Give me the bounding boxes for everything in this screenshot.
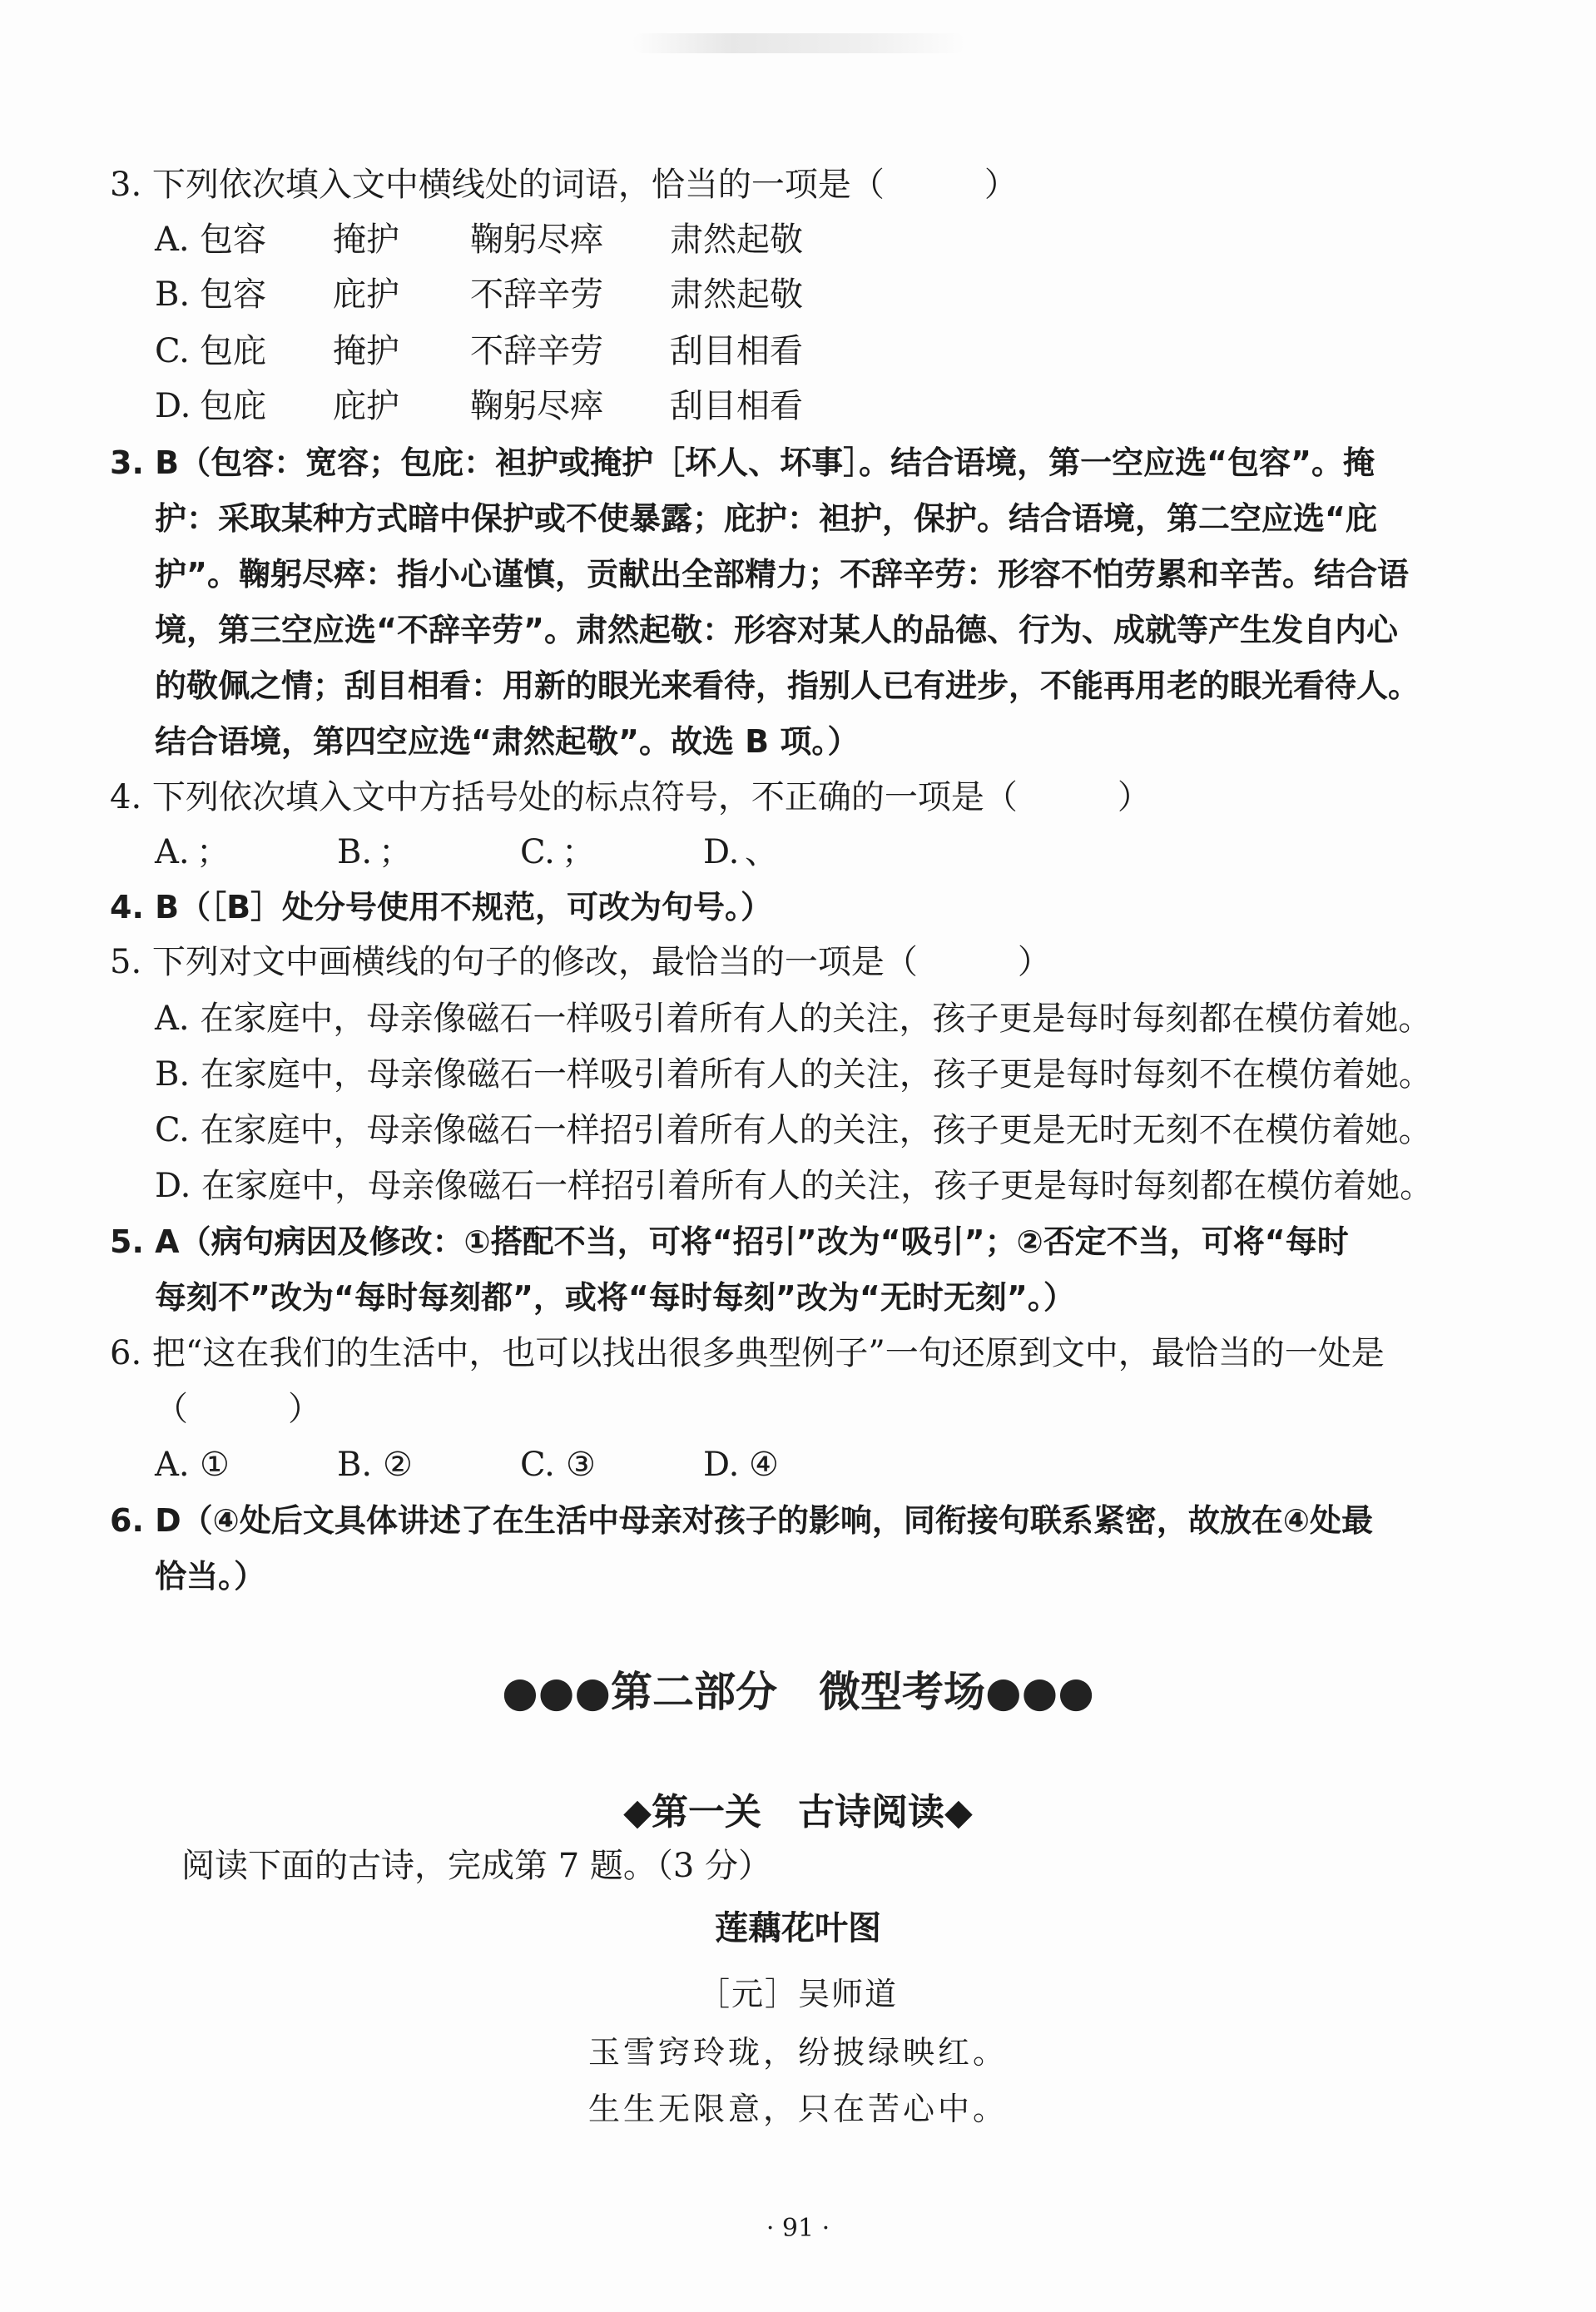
q3-answer-line: 3. B（包容：宽容；包庇：袒护或掩护［坏人、坏事］。结合语境，第一空应选“包容”。掩	[110, 444, 1375, 481]
option-word: 刮目相看	[670, 387, 803, 425]
q6-stem-line: （ ）	[155, 1390, 321, 1428]
option-word: 不辞辛劳	[470, 275, 603, 314]
q5-stem: 5. 下列对文中画横线的句子的修改，最恰当的一项是（ ）	[110, 943, 1051, 981]
poem-title: 莲藕花叶图	[715, 1909, 881, 1947]
option-letter: B.	[155, 275, 191, 314]
q4-stem: 4. 下列依次填入文中方括号处的标点符号，不正确的一项是（ ）	[110, 778, 1151, 816]
option-text: ；	[196, 833, 230, 871]
section-subtitle: ◆第一关 古诗阅读◆	[623, 1791, 973, 1833]
option-word: 肃然起敬	[670, 221, 803, 259]
option-letter: D.	[703, 833, 740, 871]
q3-answer-line: 境，第三空应选“不辞辛劳”。肃然起敬：形容对某人的品德、行为、成就等产生发自内心	[155, 612, 1398, 648]
option-word: 包容	[200, 221, 266, 259]
option-text: ；	[562, 833, 595, 871]
poem-author: ［元］吴师道	[697, 1976, 898, 2012]
option-letter: C.	[520, 1446, 555, 1484]
option-word: 刮目相看	[670, 332, 803, 370]
q4-answer: 4. B（［B］处分号使用不规范，可改为句号。）	[110, 889, 773, 925]
option-text: ①	[200, 1446, 230, 1484]
option-text: ③	[566, 1446, 596, 1484]
q3-answer-line: 的敬佩之情；刮目相看：用新的眼光来看待，指别人已有进步，不能再用老的眼光看待人。	[155, 667, 1420, 704]
option-letter: B.	[337, 1446, 373, 1484]
option-text: 、	[745, 833, 778, 871]
option-letter: B.	[337, 833, 373, 871]
option-text: ；	[379, 833, 412, 871]
scan-artifact	[632, 33, 965, 53]
option-word: 鞠躬尽瘁	[470, 221, 603, 259]
option-letter: A.	[155, 221, 190, 259]
option-letter: A.	[155, 833, 190, 871]
option-word: 包庇	[200, 332, 266, 370]
option-word: 掩护	[333, 332, 399, 370]
q5-answer-line: 每刻不”改为“每时每刻都”，或将“每时每刻”改为“无时无刻”。）	[155, 1279, 1075, 1316]
q5-option-c: C. 在家庭中，母亲像磁石一样招引着所有人的关注，孩子更是无时无刻不在模仿着她。	[155, 1111, 1432, 1149]
q6-answer-line: 6. D（④处后文具体讲述了在生活中母亲对孩子的影响，同衔接句联系紧密，故放在④处最	[110, 1502, 1373, 1539]
option-word: 掩护	[333, 221, 399, 259]
option-word: 包容	[200, 275, 266, 314]
poem-line: 生生无限意，只在苦心中。	[587, 2091, 1008, 2127]
option-letter: A.	[155, 1446, 190, 1484]
q6-stem-line: 6. 把“这在我们的生活中，也可以找出很多典型例子”一句还原到文中，最恰当的一处是	[110, 1334, 1385, 1372]
q3-stem: 3. 下列依次填入文中横线处的词语，恰当的一项是（ ）	[110, 166, 1018, 204]
q5-answer-line: 5. A（病句病因及修改：①搭配不当，可将“招引”改为“吸引”；②否定不当，可将“每时	[110, 1223, 1349, 1260]
option-text: ④	[749, 1446, 779, 1484]
option-letter: D.	[703, 1446, 740, 1484]
q5-option-a: A. 在家庭中，母亲像磁石一样吸引着所有人的关注，孩子更是每时每刻都在模仿着她。	[155, 1000, 1432, 1038]
option-word: 肃然起敬	[670, 275, 803, 314]
poem-line: 玉雪窍玲珑，纷披绿映红。	[587, 2034, 1008, 2071]
option-word: 庇护	[333, 387, 399, 425]
section-title: ●●●第二部分 微型考场●●●	[502, 1668, 1094, 1716]
option-word: 不辞辛劳	[470, 332, 603, 370]
q6-answer-line: 恰当。）	[155, 1558, 266, 1595]
q3-answer-line: 护：采取某种方式暗中保护或不使暴露；庇护：袒护，保护。结合语境，第二空应选“庇	[155, 500, 1377, 537]
option-word: 庇护	[333, 275, 399, 314]
q5-option-d: D. 在家庭中，母亲像磁石一样招引着所有人的关注，孩子更是每时每刻都在模仿着她。	[155, 1167, 1434, 1205]
option-text: ②	[383, 1446, 413, 1484]
q3-answer-line: 结合语境，第四空应选“肃然起敬”。故选 B 项。）	[155, 723, 860, 760]
option-word: 包庇	[200, 387, 266, 425]
q5-option-b: B. 在家庭中，母亲像磁石一样吸引着所有人的关注，孩子更是每时每刻不在模仿着她。	[155, 1055, 1432, 1094]
option-word: 鞠躬尽瘁	[470, 387, 603, 425]
option-letter: C.	[520, 833, 555, 871]
option-letter: C.	[155, 332, 190, 370]
page-number: · 91 ·	[766, 2214, 830, 2243]
option-letter: D.	[155, 387, 191, 425]
q3-answer-line: 护”。鞠躬尽瘁：指小心谨慎，贡献出全部精力；不辞辛劳：形容不怕劳累和辛苦。结合语	[155, 556, 1409, 593]
reading-instruction: 阅读下面的古诗，完成第 7 题。（3 分）	[181, 1847, 772, 1885]
